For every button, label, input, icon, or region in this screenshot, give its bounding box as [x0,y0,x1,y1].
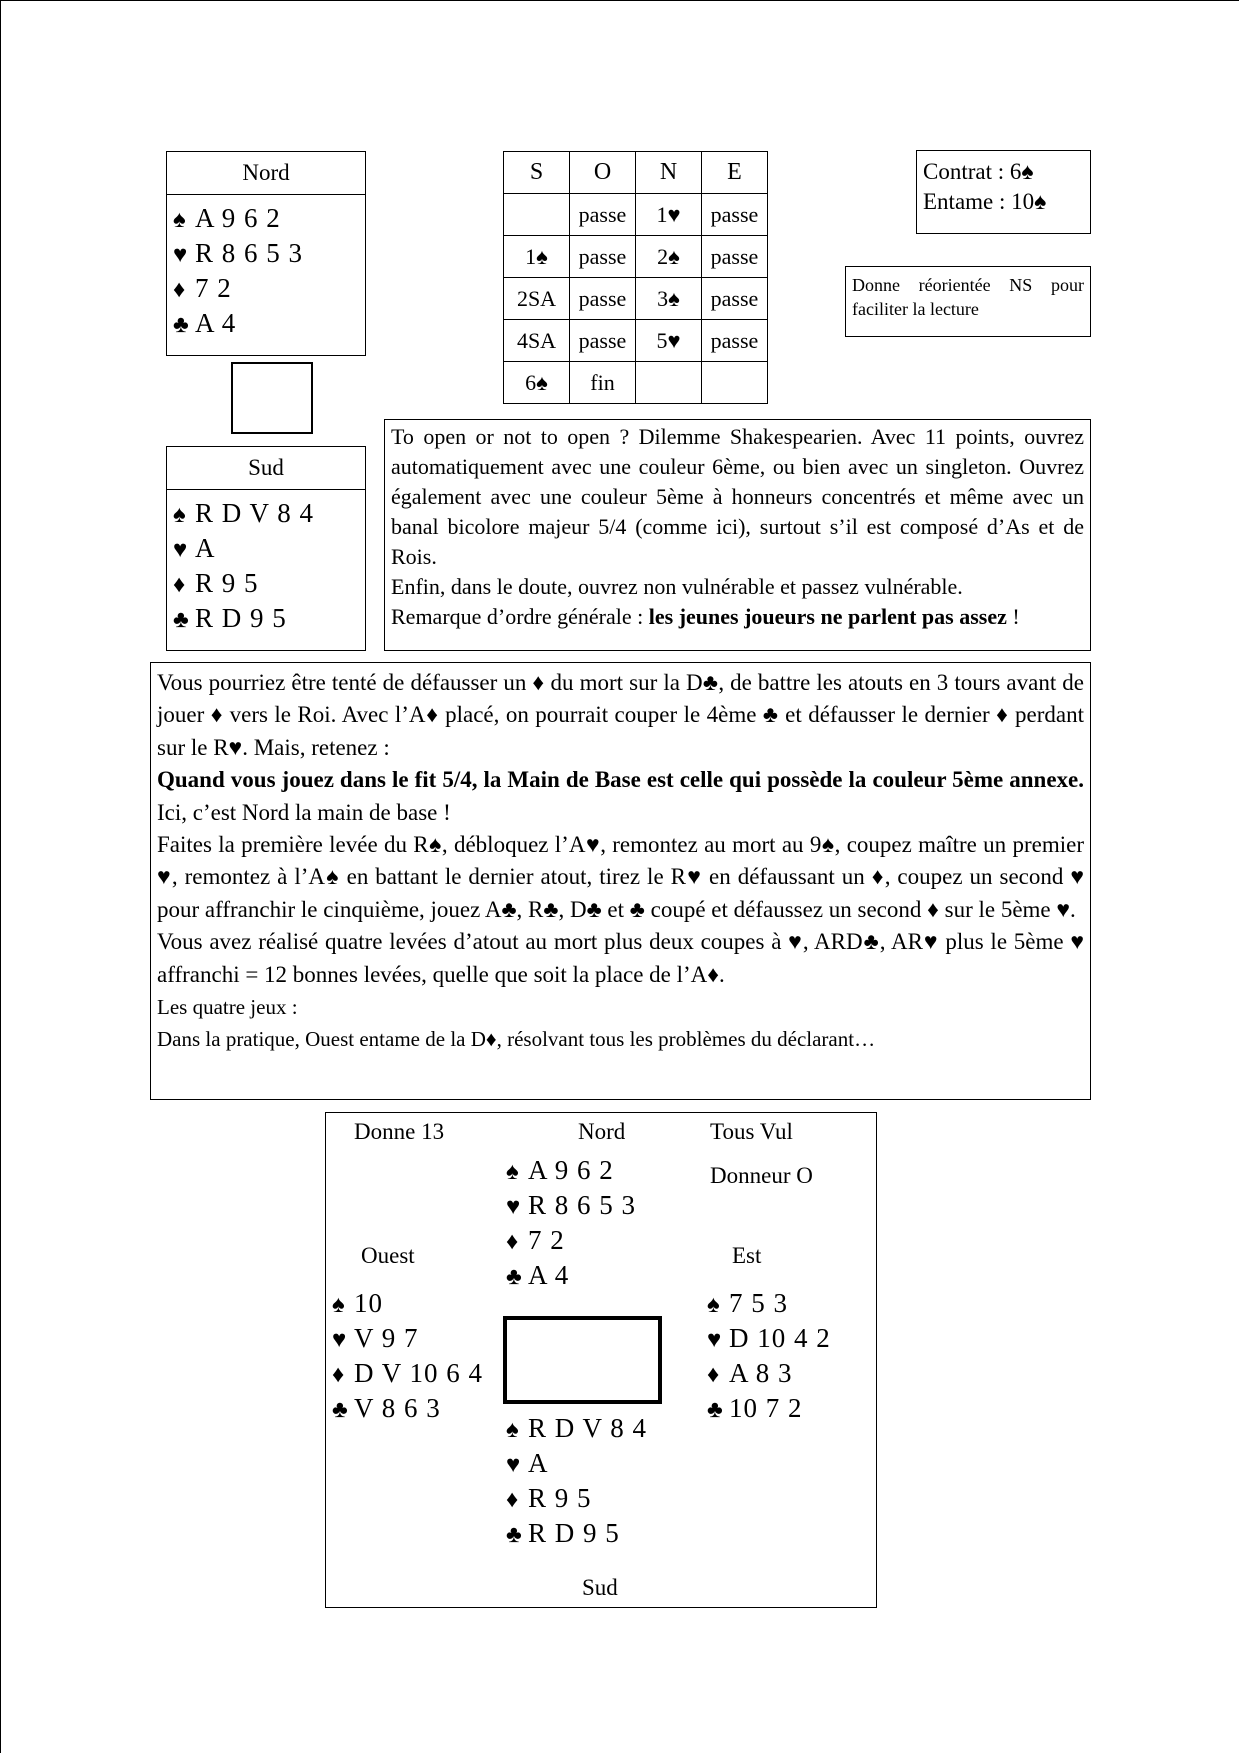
spade-icon: ♠ [506,1159,520,1185]
board-number: Donne 13 [354,1119,445,1144]
bid-cell: passe [570,278,636,320]
contract-box [916,150,1091,234]
heart-icon: ♥ [506,1194,522,1220]
north-label: Nord [578,1119,626,1144]
bidding-row [504,194,768,236]
deal-table [503,1316,662,1404]
bidding-row [504,362,768,404]
west-label: Ouest [361,1243,415,1268]
deal-south-hand: ♠ R D V 8 4 ♥ A ♦ R 9 5 ♣ R D 9 5 [506,1411,647,1551]
north-hand-box [166,151,366,356]
south-hand-title: Sud [167,447,365,490]
south-label: Sud [582,1575,618,1600]
deal-north-hand: ♠ A 9 6 2 ♥ R 8 6 5 3 ♦ 7 2 ♣ A 4 [506,1153,636,1293]
opening-advice-box [384,419,1091,651]
heart-icon: ♥ [506,1452,522,1478]
bid-cell: 1♥ [636,194,702,236]
spade-icon: ♠ [506,1417,520,1443]
analysis-paragraph: Dans la pratique, Ouest entame de la D♦, résolvant tous les problèmes du déclarant… [157,1027,876,1052]
analysis-box [150,662,1091,1100]
heart-icon: ♥ [707,1327,723,1353]
north-diamonds: ♦ 7 2 [173,271,365,306]
bid-cell [702,362,768,404]
advice-remark: Remarque d’ordre générale : les jeunes joueurs ne parlent pas assez ! [391,604,1020,629]
diamond-icon: ♦ [332,1362,346,1388]
south-hand-box [166,446,366,651]
bid-cell: 5♥ [636,320,702,362]
deal-west-hand: ♠ 10 ♥ V 9 7 ♦ D V 10 6 4 ♣ V 8 6 3 [332,1286,483,1426]
south-spades: ♠ R D V 8 4 [173,496,365,531]
diamond-icon: ♦ [173,277,187,303]
deal-diagram [325,1112,877,1608]
diamond-icon: ♦ [707,1362,721,1388]
bid-cell: passe [570,236,636,278]
bidding-header: S [504,152,570,194]
heart-icon: ♥ [173,242,189,268]
bid-cell: 1♠ [504,236,570,278]
bid-cell [636,362,702,404]
north-clubs: ♣ A 4 [173,306,365,341]
vulnerability: Tous Vul [710,1119,793,1144]
analysis-paragraph: Vous avez réalisé quatre levées d’atout au mort plus deux coupes à ♥, ARD♣, AR♥ plus le 5ème ♥ affranchi = 12 bonnes levées, quelle que soit la place de l’A♦. [157,929,1084,987]
bid-cell: 4SA [504,320,570,362]
south-clubs: ♣ R D 9 5 [173,601,365,636]
spade-icon: ♠ [707,1292,721,1318]
diamond-icon: ♦ [506,1487,520,1513]
lead-text: Entame : 10♠ [923,189,1047,214]
north-hearts: ♥ R 8 6 5 3 [173,236,365,271]
bid-cell [504,194,570,236]
bidding-row [504,320,768,362]
club-icon: ♣ [173,607,190,633]
bidding-header: N [636,152,702,194]
contract-text: Contrat : 6♠ [923,159,1034,184]
north-spades: ♠ A 9 6 2 [173,201,365,236]
spade-icon: ♠ [173,502,187,528]
table-square [231,362,313,434]
heart-icon: ♥ [173,537,189,563]
club-icon: ♣ [173,312,190,338]
east-label: Est [732,1243,762,1268]
bidding-row [504,278,768,320]
bid-cell: 2♠ [636,236,702,278]
spade-icon: ♠ [332,1292,346,1318]
bid-cell: 2SA [504,278,570,320]
analysis-paragraph: Vous pourriez être tenté de défausser un ♦ du mort sur la D♣, de battre les atouts en 3 tours avant de jouer ♦ vers le Roi. Avec l’A♦ placé, on pourrait couper le 4ème ♣ et défausser le dernier ♦ perdant sur le R♥. Mais, retenez : [157,670,1084,760]
bidding-header: O [570,152,636,194]
bid-cell: passe [702,278,768,320]
bid-cell: passe [570,194,636,236]
diamond-icon: ♦ [506,1229,520,1255]
advice-paragraph: Enfin, dans le doute, ouvrez non vulnérable et passez vulnérable. [391,574,963,599]
advice-paragraph: To open or not to open ? Dilemme Shakespearien. Avec 11 points, ouvrez automatiquement avec une couleur 6ème, ou bien avec un singleton. Ouvrez également avec une couleur 5ème à honneurs concentrés et même avec un banal bicolore majeur 5/4 (comme ici), surtout s’il est composé d’As et de Rois. [391,424,1084,569]
bid-cell: 6♠ [504,362,570,404]
club-icon: ♣ [707,1397,724,1423]
bid-cell: passe [702,194,768,236]
bidding-header-row [504,152,768,194]
orientation-note: Donne réorientée NS pour faciliter la lecture [845,266,1091,337]
bid-cell: fin [570,362,636,404]
analysis-rule: Quand vous jouez dans le fit 5/4, la Main de Base est celle qui possède la couleur 5ème annexe. Ici, c’est Nord la main de base ! [157,767,1084,825]
bidding-header: E [702,152,768,194]
club-icon: ♣ [332,1397,349,1423]
club-icon: ♣ [506,1264,523,1290]
bid-cell: passe [702,320,768,362]
dealer: Donneur O [710,1163,813,1188]
spade-icon: ♠ [173,207,187,233]
analysis-paragraph: Faites la première levée du R♠, débloquez l’A♥, remontez au mort au 9♠, coupez maître un premier ♥, remontez à l’A♠ en battant le dernier atout, tirez le R♥ en défaussant un ♦, coupez un second ♥ pour affranchir le cinquième, jouez A♣, R♣, D♣ et ♣ coupé et défaussez un second ♦ sur le 5ème ♥. [157,832,1084,922]
south-hearts: ♥ A [173,531,365,566]
deal-east-hand: ♠ 7 5 3 ♥ D 10 4 2 ♦ A 8 3 ♣ 10 7 2 [707,1286,831,1426]
analysis-paragraph: Les quatre jeux : [157,995,298,1020]
bid-cell: 3♠ [636,278,702,320]
club-icon: ♣ [506,1522,523,1548]
diamond-icon: ♦ [173,572,187,598]
south-diamonds: ♦ R 9 5 [173,566,365,601]
heart-icon: ♥ [332,1327,348,1353]
bidding-row [504,236,768,278]
north-hand-title: Nord [167,152,365,195]
bid-cell: passe [570,320,636,362]
bidding-table [503,151,768,404]
bid-cell: passe [702,236,768,278]
